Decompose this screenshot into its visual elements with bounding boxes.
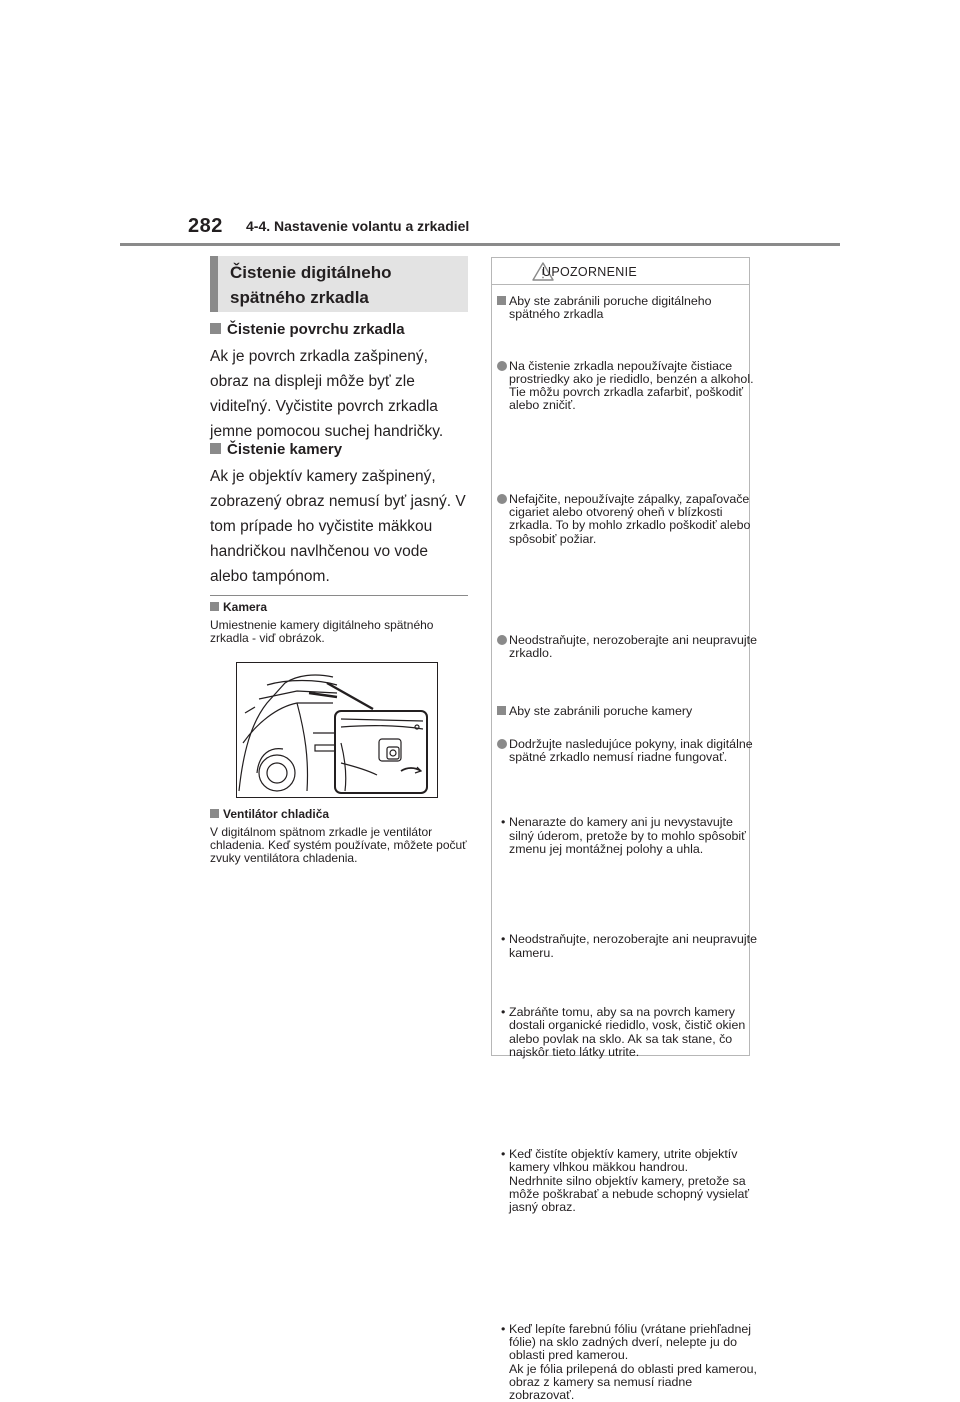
caution-item: Na čistenie zrkadla nepoužívajte čistiace prostriedky ako je riedidlo, benzén a alkohol. Tie môžu povrch zrkadla zafarbiť, poškodiť alebo zničiť. — [497, 360, 757, 413]
fan-note-text: V digitálnom spätnom zrkadle je ventilátor chladenia. Keď systém používate, môžete počuť zvuky ventilátora chladenia. — [210, 825, 467, 865]
header-divider — [120, 243, 840, 246]
section-heading: Čistenie digitálneho spätného zrkadla — [230, 263, 392, 307]
caution-item: Neodstraňujte, nerozoberajte ani neupravujte zrkadlo. — [497, 634, 757, 661]
square-bullet-icon — [210, 809, 219, 818]
dot-bullet-icon: • — [501, 1004, 506, 1019]
camera-location-illustration — [236, 662, 438, 798]
caution-item: Dodržujte nasledujúce pokyny, inak digitálne spätné zrkadlo nemusí riadne fungovať. — [497, 738, 757, 765]
section-heading-box — [210, 256, 468, 312]
fan-note-heading: Ventilátor chladiča — [210, 806, 468, 822]
caution-divider — [491, 284, 750, 285]
circle-bullet-icon — [497, 635, 507, 645]
circle-bullet-icon — [497, 361, 507, 371]
circle-bullet-icon — [497, 494, 507, 504]
circle-bullet-icon — [497, 739, 507, 749]
subsection-camera-body: Ak je objektív kamery zašpinený, zobrazený obraz nemusí byť jasný. V tom prípade ho vyčistite mäkkou handričkou navlhčenou vo vode alebo tampónom. — [210, 468, 466, 585]
subsection-camera-heading: Čistenie kamery — [210, 440, 468, 460]
caution-bullet-item: • Keď lepíte farebnú fóliu (vrátane priehľadnej fólie) na sklo zadných dverí, nelepte ju do oblasti pred kamerou. Ak je fólia prilepená do oblasti pred kamerou, obraz z kamery sa nemusí riadne zobrazovať. — [501, 1321, 757, 1402]
caution-item: Nefajčite, nepoužívajte zápalky, zapaľovače cigariet alebo otvorený oheň v blízkosti zrkadla. To by mohlo zrkadlo poškodiť alebo spôsobiť požiar. — [497, 493, 757, 546]
page-number: 282 — [188, 215, 223, 237]
square-bullet-icon — [210, 602, 219, 611]
car-rear-camera-drawing — [237, 663, 437, 797]
square-bullet-icon — [210, 323, 221, 334]
caution-heading-mirror: Aby ste zabránili poruche digitálneho spätného zrkadla — [497, 295, 757, 322]
caution-bullet-item: • Nenarazte do kamery ani ju nevystavujte silný úderom, pretože by to mohlo spôsobiť zmenu jej montážnej polohy a uhla. — [501, 815, 746, 857]
dot-bullet-icon: • — [501, 932, 506, 947]
camera-note-heading: Kamera — [210, 599, 468, 615]
subsection-mirror-heading: Čistenie povrchu zrkadla — [210, 320, 468, 340]
dot-bullet-icon: • — [501, 1321, 506, 1336]
square-bullet-icon — [497, 296, 506, 305]
caution-bullet-item: • Neodstraňujte, nerozoberajte ani neupravujte kameru. — [501, 932, 757, 960]
dot-bullet-icon: • — [501, 1147, 506, 1162]
caution-bullet-item: • Zabráňte tomu, aby sa na povrch kamery dostali organické riedidlo, vosk, čistič okien alebo povlak na sklo. Ak sa tak stane, čo najskôr tieto látky utrite. — [501, 1004, 746, 1059]
left-divider — [210, 595, 468, 596]
caution-title: UPOZORNENIE — [542, 265, 637, 279]
square-bullet-icon — [497, 706, 506, 715]
dot-bullet-icon: • — [501, 815, 506, 830]
square-bullet-icon — [210, 443, 221, 454]
section-title: 4-4. Nastavenie volantu a zrkadiel — [246, 218, 470, 234]
caution-heading-camera: Aby ste zabránili poruche kamery — [497, 705, 757, 718]
camera-note-text: Umiestnenie kamery digitálneho spätného zrkadla - viď obrázok. — [210, 618, 434, 645]
caution-bullet-item: • Keď čistíte objektív kamery, utrite objektív kamery vlhkou mäkkou handrou. Nedrhnite silno objektív kamery, pretože sa môže poškrabať a nebude schopný vysielať jasný obraz. — [501, 1147, 750, 1215]
subsection-mirror-body: Ak je povrch zrkadla zašpinený, obraz na displeji môže byť zle viditeľný. Vyčistite povrch zrkadla jemne pomocou suchej handričky. — [210, 348, 444, 440]
